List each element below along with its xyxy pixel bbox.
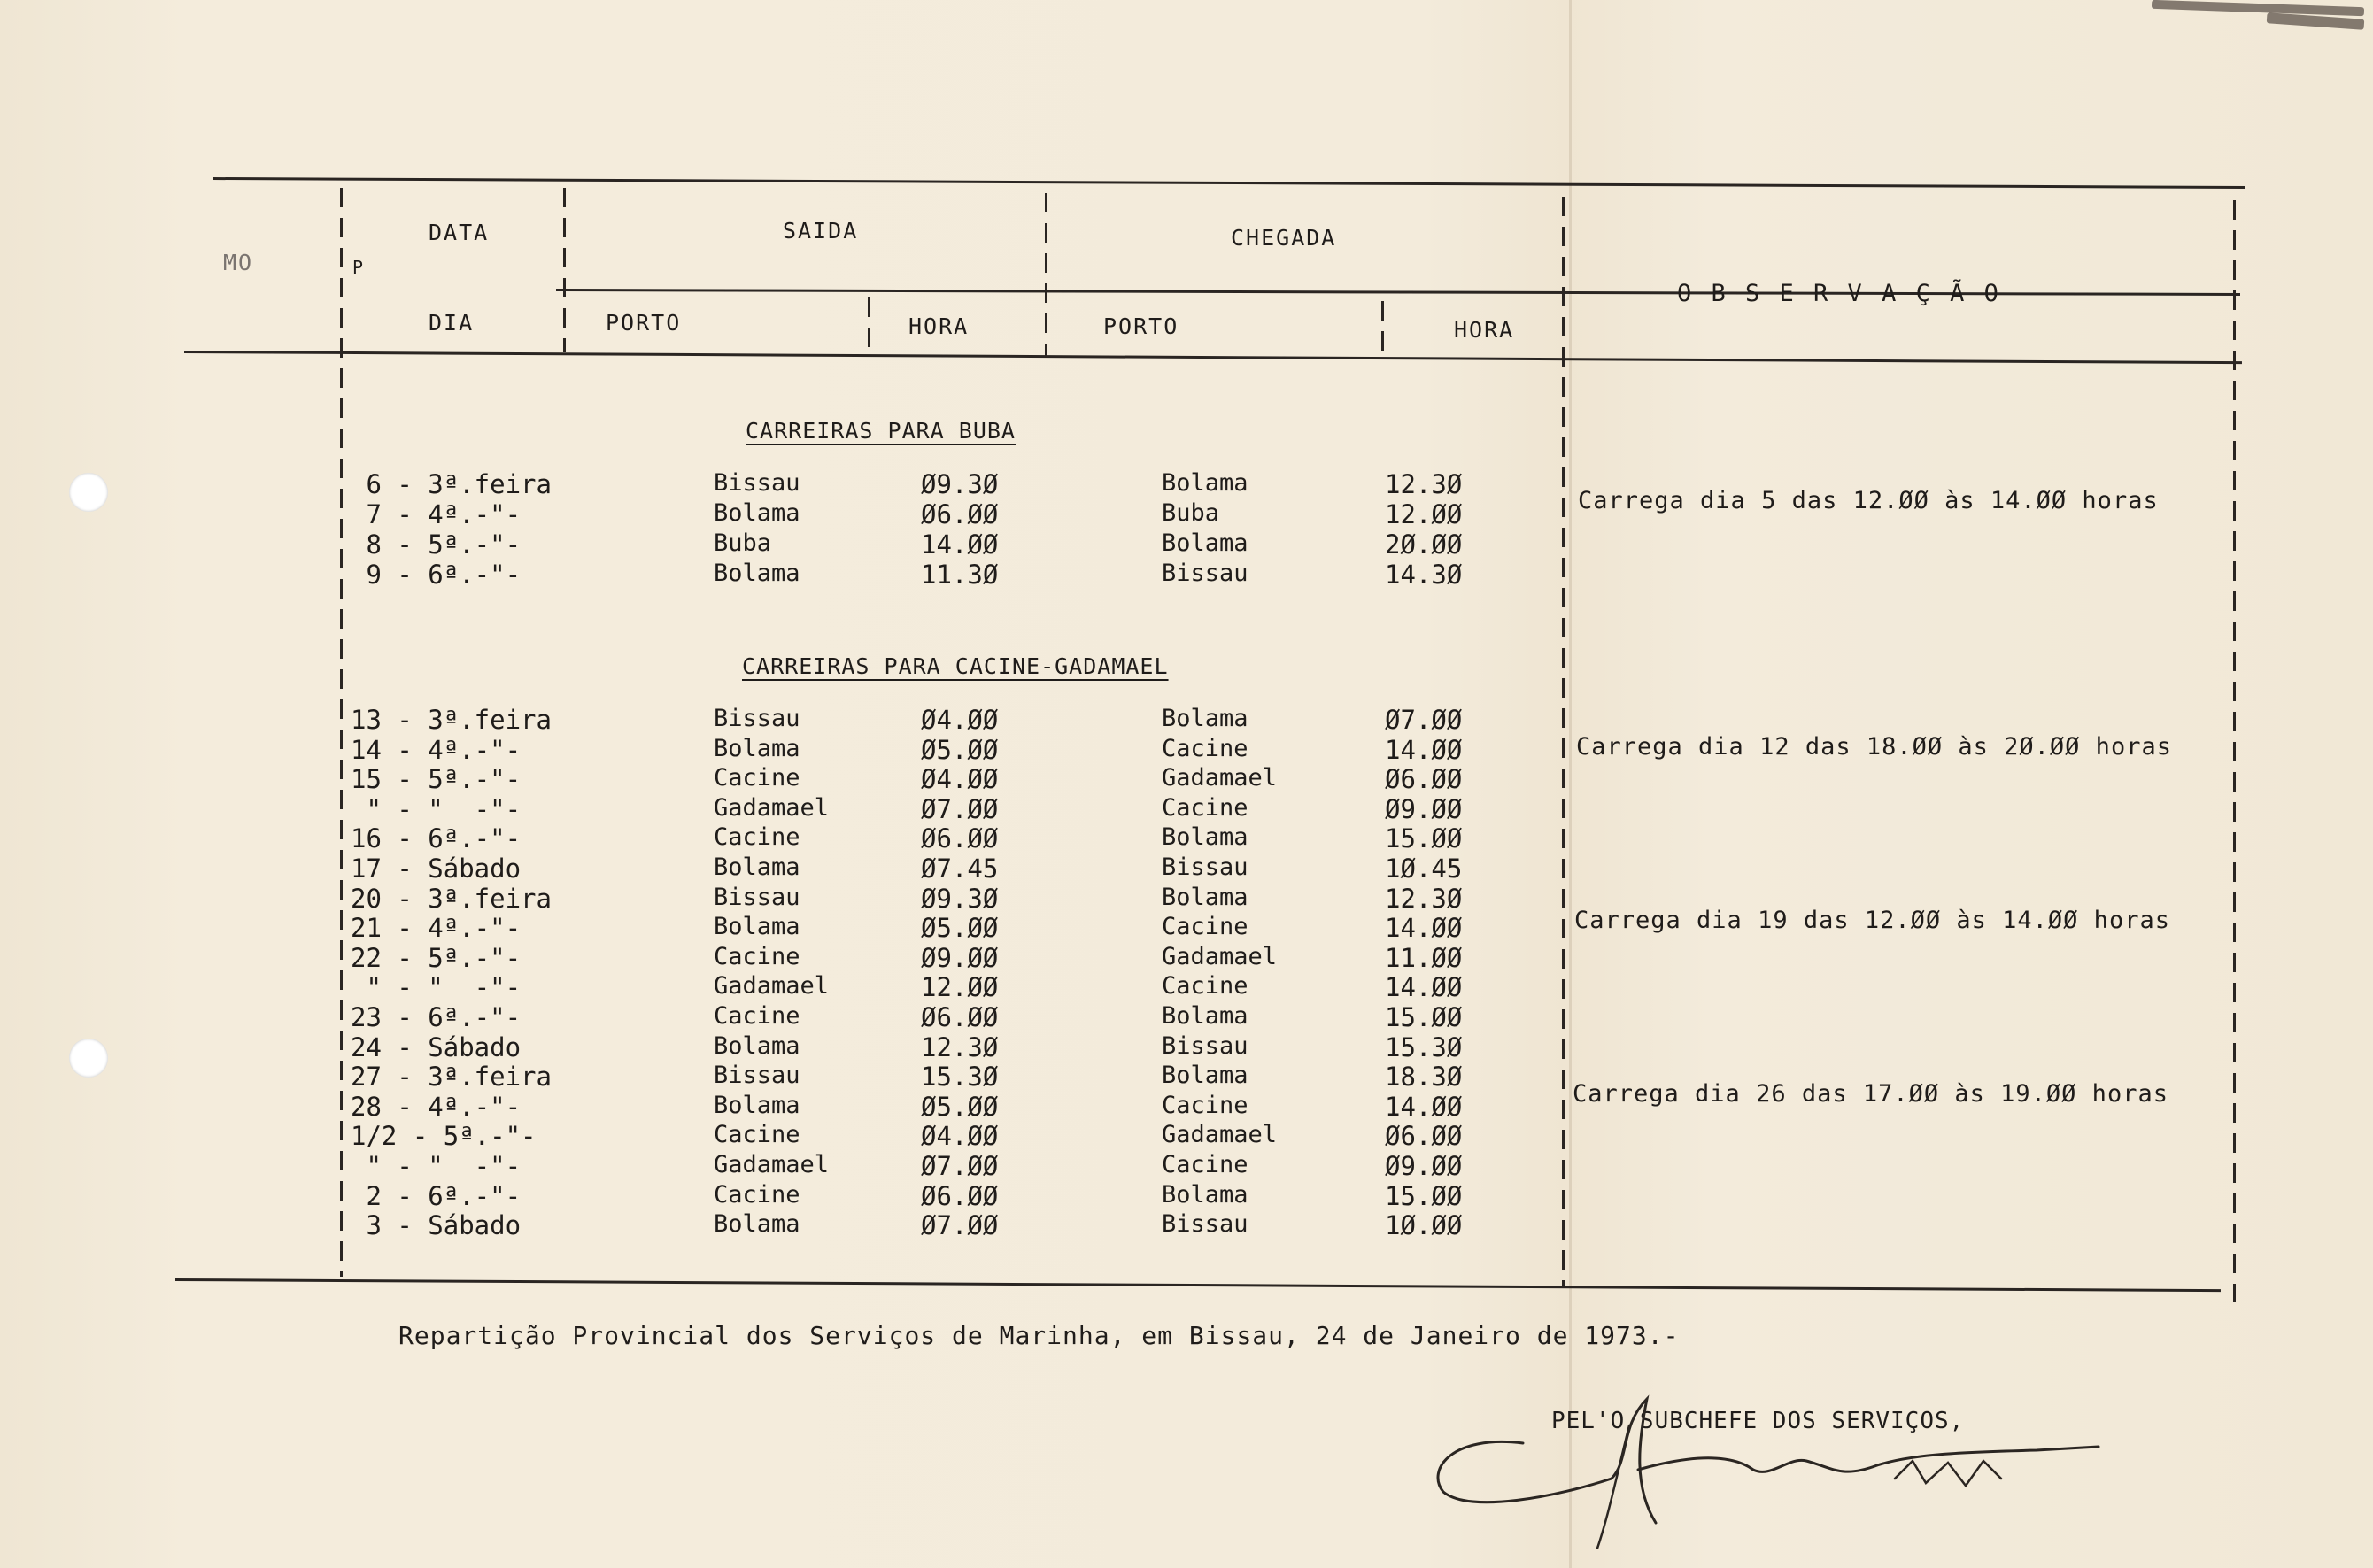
day-cell: " - " -"-	[351, 972, 522, 1003]
day-cell: 3 - Sábado	[351, 1210, 522, 1241]
departure-port-cell: Bolama	[714, 854, 800, 881]
arrival-port-cell: Cacine	[1162, 1091, 1248, 1119]
column-divider-hora-saida	[868, 297, 870, 351]
departure-time-cell: Ø7.ØØ	[921, 1151, 999, 1181]
arrival-port-cell: Bolama	[1162, 1062, 1248, 1090]
arrival-port-cell: Bissau	[1162, 1031, 1248, 1060]
arrival-time-cell: 15.ØØ	[1385, 823, 1463, 854]
departure-port-cell: Gadamael	[714, 793, 830, 822]
header-observacao: O B S E R V A Ç Ã O	[1677, 280, 2001, 307]
arrival-time-cell: Ø6.ØØ	[1385, 1121, 1463, 1152]
margin-label: MO	[223, 250, 254, 275]
departure-time-cell: 11.3Ø	[921, 560, 999, 590]
observation-note: Carrega dia 26 das 17.ØØ às 19.ØØ horas	[1573, 1080, 2168, 1108]
departure-port-cell: Bolama	[714, 1210, 800, 1239]
arrival-port-cell: Cacine	[1162, 972, 1248, 1000]
table-row	[0, 705, 2373, 735]
day-cell: 13 - 3ª.feira	[351, 705, 552, 735]
arrival-time-cell: 14.ØØ	[1385, 972, 1463, 1003]
departure-time-cell: 15.3Ø	[921, 1062, 999, 1093]
departure-time-cell: Ø7.ØØ	[921, 1210, 999, 1241]
arrival-port-cell: Gadamael	[1162, 1121, 1278, 1149]
departure-port-cell: Bissau	[714, 883, 800, 911]
day-cell: 14 - 4ª.-"-	[351, 734, 522, 765]
table-row	[0, 764, 2373, 794]
day-cell: 24 - Sábado	[351, 1031, 522, 1062]
departure-port-cell: Buba	[714, 529, 772, 557]
departure-time-cell: Ø5.ØØ	[921, 1091, 999, 1122]
arrival-time-cell: Ø6.ØØ	[1385, 764, 1463, 795]
departure-port-cell: Cacine	[714, 764, 800, 792]
day-cell: 2 - 6ª.-"-	[351, 1180, 522, 1211]
day-cell: 16 - 6ª.-"-	[351, 823, 522, 854]
arrival-port-cell: Gadamael	[1162, 942, 1278, 970]
departure-port-cell: Bolama	[714, 1031, 800, 1060]
arrival-port-cell: Bolama	[1162, 1180, 1248, 1209]
header-hora-chegada: HORA	[1454, 317, 1515, 343]
departure-port-cell: Bolama	[714, 913, 800, 941]
departure-port-cell: Bissau	[714, 1062, 800, 1090]
observation-note: Carrega dia 19 das 12.ØØ às 14.ØØ horas	[1574, 907, 2170, 934]
table-row	[0, 560, 2373, 590]
arrival-port-cell: Gadamael	[1162, 764, 1278, 792]
departure-port-cell: Bolama	[714, 1091, 800, 1119]
day-cell: 15 - 5ª.-"-	[351, 764, 522, 795]
departure-port-cell: Cacine	[714, 1002, 800, 1030]
departure-time-cell: 12.ØØ	[921, 972, 999, 1003]
table-row	[0, 1002, 2373, 1032]
day-cell: 21 - 4ª.-"-	[351, 913, 522, 944]
column-divider-saida	[1045, 193, 1047, 356]
arrival-port-cell: Cacine	[1162, 1151, 1248, 1178]
arrival-time-cell: 15.3Ø	[1385, 1031, 1463, 1062]
arrival-port-cell: Bolama	[1162, 823, 1248, 852]
table-row	[0, 1121, 2373, 1151]
arrival-time-cell: 12.3Ø	[1385, 469, 1463, 499]
footer-place-date: Repartição Provincial dos Serviços de Marinha, em Bissau, 24 de Janeiro de 1973.-	[398, 1321, 1680, 1350]
departure-time-cell: 12.3Ø	[921, 1031, 999, 1062]
arrival-time-cell: 1Ø.ØØ	[1385, 1210, 1463, 1241]
section-title-cacine-gadamael: CARREIRAS PARA CACINE-GADAMAEL	[742, 653, 1169, 679]
table-row	[0, 1151, 2373, 1181]
table-row	[0, 823, 2373, 854]
arrival-time-cell: 14.3Ø	[1385, 560, 1463, 590]
departure-time-cell: Ø4.ØØ	[921, 764, 999, 795]
arrival-port-cell: Bolama	[1162, 705, 1248, 732]
departure-port-cell: Cacine	[714, 942, 800, 970]
arrival-time-cell: Ø7.ØØ	[1385, 705, 1463, 735]
departure-port-cell: Gadamael	[714, 972, 830, 1000]
arrival-time-cell: 2Ø.ØØ	[1385, 529, 1463, 560]
departure-time-cell: Ø6.ØØ	[921, 1002, 999, 1032]
departure-time-cell: Ø9.ØØ	[921, 942, 999, 973]
departure-time-cell: Ø7.ØØ	[921, 793, 999, 824]
header-data: DATA	[429, 220, 490, 245]
arrival-time-cell: 11.ØØ	[1385, 942, 1463, 973]
arrival-port-cell: Bolama	[1162, 469, 1248, 497]
table-row	[0, 794, 2373, 824]
arrival-port-cell: Cacine	[1162, 913, 1248, 941]
day-cell: 23 - 6ª.-"-	[351, 1002, 522, 1032]
arrival-port-cell: Bissau	[1162, 1210, 1248, 1239]
arrival-port-cell: Cacine	[1162, 793, 1248, 822]
departure-time-cell: Ø9.3Ø	[921, 469, 999, 499]
table-row	[0, 943, 2373, 973]
departure-port-cell: Bolama	[714, 499, 800, 527]
arrival-time-cell: Ø9.ØØ	[1385, 1151, 1463, 1181]
table-row	[0, 1210, 2373, 1240]
departure-port-cell: Bolama	[714, 734, 800, 762]
table-row	[0, 972, 2373, 1002]
arrival-port-cell: Bissau	[1162, 560, 1248, 587]
header-chegada: CHEGADA	[1231, 225, 1337, 251]
arrival-time-cell: 12.3Ø	[1385, 883, 1463, 914]
departure-time-cell: Ø4.ØØ	[921, 1121, 999, 1152]
day-cell: 8 - 5ª.-"-	[351, 529, 522, 560]
day-cell: 28 - 4ª.-"-	[351, 1091, 522, 1122]
arrival-time-cell: 14.ØØ	[1385, 1091, 1463, 1122]
arrival-time-cell: 15.ØØ	[1385, 1002, 1463, 1032]
day-cell: 22 - 5ª.-"-	[351, 942, 522, 973]
day-cell: " - " -"-	[351, 1151, 522, 1181]
header-dia: DIA	[429, 310, 475, 336]
arrival-time-cell: Ø9.ØØ	[1385, 793, 1463, 824]
departure-port-cell: Bissau	[714, 469, 800, 497]
header-saida: SAIDA	[783, 218, 859, 243]
arrival-time-cell: 14.ØØ	[1385, 913, 1463, 944]
arrival-time-cell: 12.ØØ	[1385, 499, 1463, 529]
departure-port-cell: Bissau	[714, 705, 800, 732]
arrival-port-cell: Buba	[1162, 499, 1220, 527]
departure-time-cell: Ø6.ØØ	[921, 1180, 999, 1211]
day-cell: 20 - 3ª.feira	[351, 883, 552, 914]
day-cell: 9 - 6ª.-"-	[351, 560, 522, 590]
departure-port-cell: Cacine	[714, 823, 800, 852]
observation-note: Carrega dia 12 das 18.ØØ às 2Ø.ØØ horas	[1576, 733, 2172, 761]
arrival-time-cell: 18.3Ø	[1385, 1062, 1463, 1093]
day-cell: 7 - 4ª.-"-	[351, 499, 522, 529]
header-porto-chegada: PORTO	[1103, 313, 1179, 339]
arrival-port-cell: Bolama	[1162, 1002, 1248, 1030]
header-hora-saida: HORA	[908, 313, 970, 339]
day-cell: 27 - 3ª.feira	[351, 1062, 552, 1093]
handwritten-signature	[1417, 1372, 2107, 1549]
departure-time-cell: 14.ØØ	[921, 529, 999, 560]
arrival-port-cell: Cacine	[1162, 734, 1248, 762]
departure-time-cell: Ø6.ØØ	[921, 823, 999, 854]
departure-time-cell: Ø5.ØØ	[921, 734, 999, 765]
footer-signatory: PEL'O SUBCHEFE DOS SERVIÇOS,	[1551, 1408, 1965, 1434]
departure-time-cell: Ø9.3Ø	[921, 883, 999, 914]
section-title-buba: CARREIRAS PARA BUBA	[746, 418, 1016, 444]
table-row	[0, 854, 2373, 884]
table-row	[0, 1181, 2373, 1211]
departure-time-cell: Ø4.ØØ	[921, 705, 999, 735]
header-data-sub: P	[352, 257, 366, 278]
observation-note: Carrega dia 5 das 12.ØØ às 14.ØØ horas	[1578, 487, 2159, 514]
departure-port-cell: Cacine	[714, 1121, 800, 1149]
day-cell: 17 - Sábado	[351, 854, 522, 884]
arrival-time-cell: 14.ØØ	[1385, 734, 1463, 765]
day-cell: 6 - 3ª.feira	[351, 469, 552, 499]
day-cell: " - " -"-	[351, 793, 522, 824]
table-row	[0, 529, 2373, 560]
day-cell: 1/2 - 5ª.-"-	[351, 1121, 537, 1152]
column-divider-dia	[563, 188, 566, 352]
arrival-port-cell: Bolama	[1162, 529, 1248, 557]
departure-time-cell: Ø5.ØØ	[921, 913, 999, 944]
departure-time-cell: Ø6.ØØ	[921, 499, 999, 529]
table-row	[0, 1032, 2373, 1062]
departure-port-cell: Cacine	[714, 1180, 800, 1209]
departure-port-cell: Bolama	[714, 560, 800, 587]
arrival-port-cell: Bissau	[1162, 854, 1248, 881]
arrival-time-cell: 1Ø.45	[1385, 854, 1463, 884]
column-divider-hora-chegada	[1381, 301, 1384, 354]
departure-time-cell: Ø7.45	[921, 854, 999, 884]
arrival-time-cell: 15.ØØ	[1385, 1180, 1463, 1211]
departure-port-cell: Gadamael	[714, 1151, 830, 1178]
arrival-port-cell: Bolama	[1162, 883, 1248, 911]
header-porto-saida: PORTO	[606, 310, 682, 336]
